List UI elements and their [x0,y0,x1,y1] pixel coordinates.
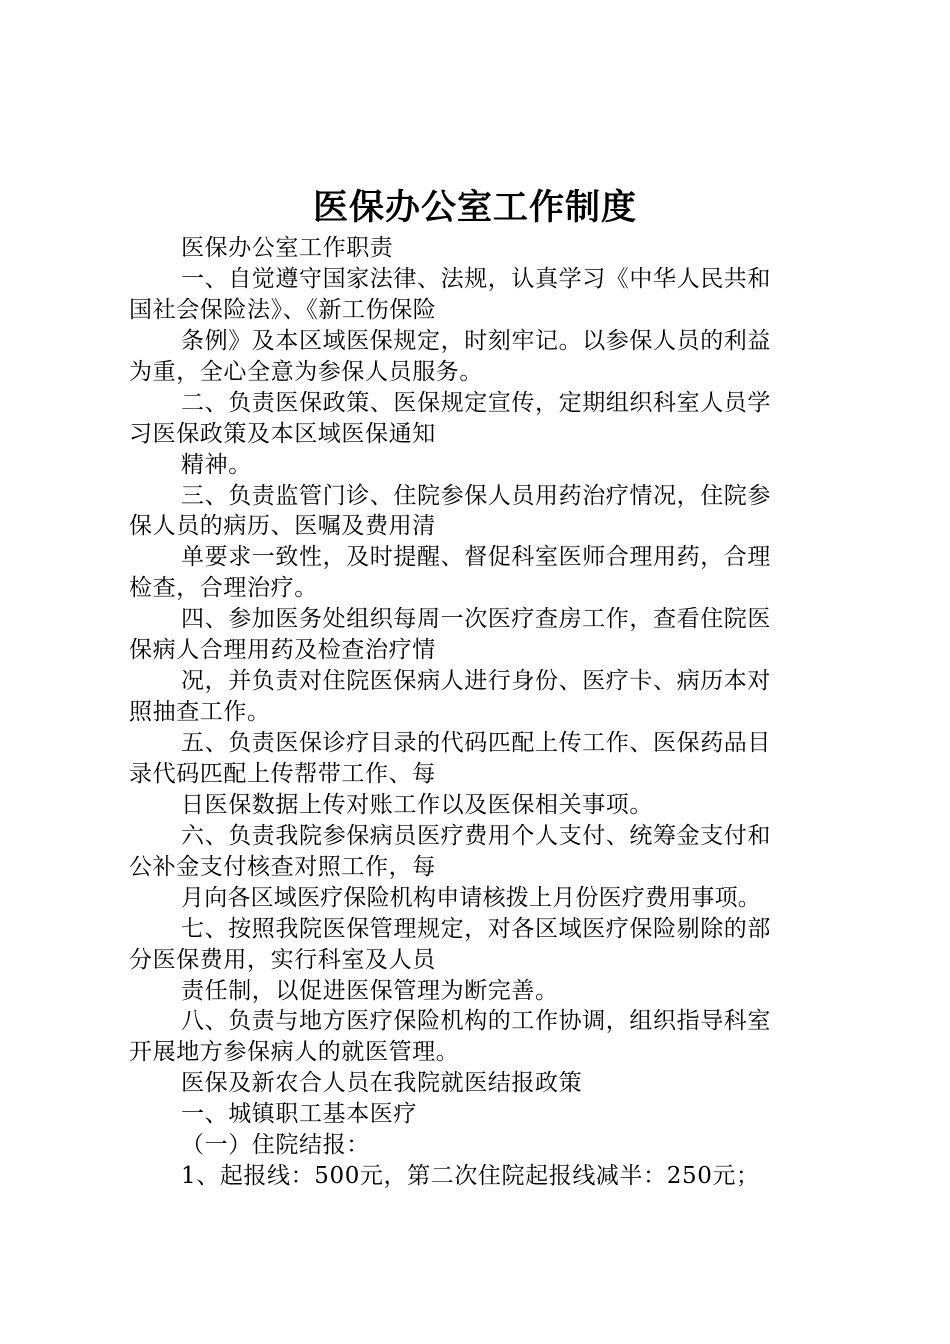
paragraph-line: 照抽查工作。 [129,699,271,726]
paragraph-line: 月向各区域医疗保险机构申请核拨上月份医疗费用事项。 [181,884,761,911]
paragraph-line: 二、负责医保政策、医保规定宣传，定期组织科室人员学 [181,389,771,416]
paragraph-line: 单要求一致性，及时提醒、督促科室医师合理用药，合理 [181,544,771,571]
paragraph-line: 八、负责与地方医疗保险机构的工作协调，组织指导科室 [181,1008,771,1035]
section-heading: 一、城镇职工基本医疗 [181,1101,417,1128]
paragraph-line: 三、负责监管门诊、住院参保人员用药治疗情况，住院参 [181,482,771,509]
paragraph-line: 五、负责医保诊疗目录的代码匹配上传工作、医保药品目 [181,730,771,756]
subsection-heading: （一）住院结报： [181,1132,370,1159]
paragraph-line: 条例》及本区域医保规定，时刻牢记。以参保人员的利益 [181,327,771,354]
paragraph-line: 录代码匹配上传帮带工作、每 [129,760,436,787]
paragraph-line: 检查，合理治疗。 [129,575,318,602]
paragraph-line: 医保办公室工作职责 [181,235,394,261]
paragraph-line: 开展地方参保病人的就医管理。 [129,1039,460,1066]
paragraph-line: 一、自觉遵守国家法律、法规，认真学习《中华人民共和 [181,265,771,292]
paragraph-line: 四、参加医务处组织每周一次医疗查房工作，查看住院医 [181,606,771,633]
paragraph-line: 习医保政策及本区域医保通知 [129,420,436,447]
paragraph-line: 国社会保险法》、《新工伤保险 [129,296,437,323]
paragraph-line: 日医保数据上传对账工作以及医保相关事项。 [181,791,653,818]
paragraph-line: 况，并负责对住院医保病人进行身份、医疗卡、病历本对 [181,668,771,695]
paragraph-line: 精神。 [181,451,252,478]
section-heading: 医保及新农合人员在我院就医结报政策 [181,1070,583,1097]
paragraph-line: 为重，全心全意为参保人员服务。 [129,358,483,385]
document-title: 医保办公室工作制度 [312,187,637,228]
paragraph-line: 保人员的病历、医嘱及费用清 [129,513,436,540]
paragraph-line: 七、按照我院医保管理规定，对各区域医疗保险剔除的部 [181,915,771,942]
paragraph-line: 保病人合理用药及检查治疗情 [129,637,436,664]
paragraph-line: 六、负责我院参保病员医疗费用个人支付、统筹金支付和 [181,822,771,849]
document-body [129,233,833,1192]
paragraph-line: 公补金支付核查对照工作，每 [129,853,436,880]
paragraph-line: 责任制，以促进医保管理为断完善。 [181,977,559,1004]
paragraph-line: 分医保费用，实行科室及人员 [129,946,436,973]
paragraph-line: 1、起报线：500元，第二次住院起报线减半：250元； [181,1163,760,1190]
